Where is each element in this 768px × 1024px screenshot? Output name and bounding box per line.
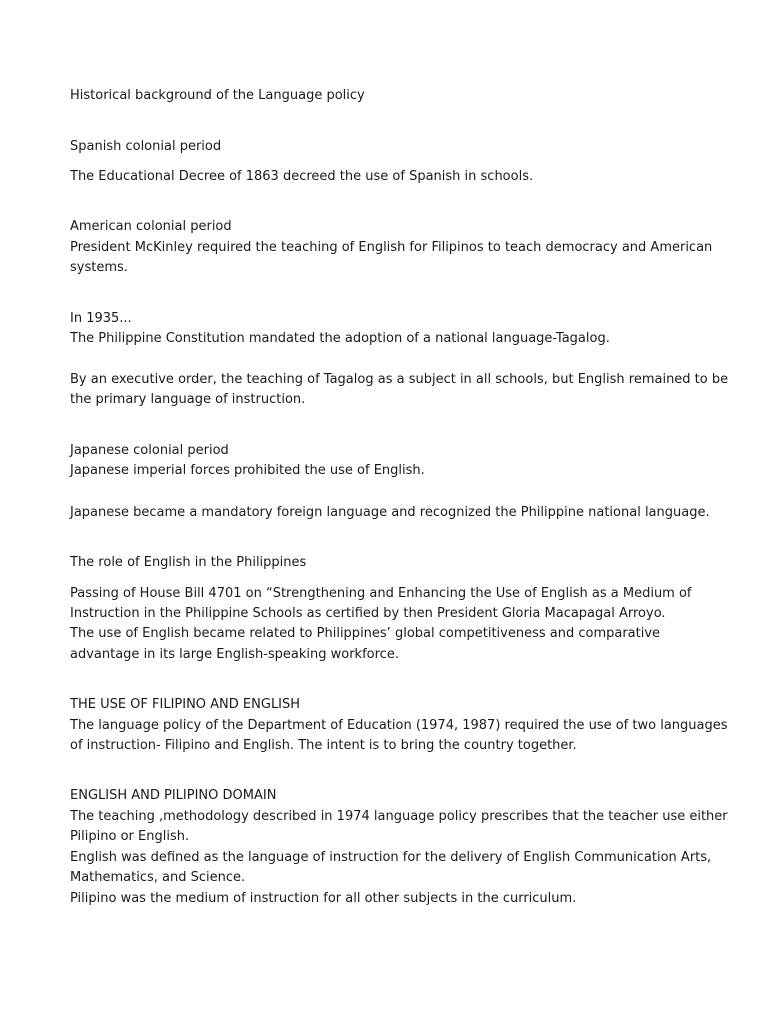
paragraph-line: of instruction- Filipino and English. The intent is to bring the country together.: [70, 738, 577, 753]
paragraph-line: The language policy of the Department of Education (1974, 1987) required the use of two languages: [70, 718, 728, 733]
paragraph-line: Japanese became a mandatory foreign language and recognized the Philippine national language.: [70, 505, 710, 520]
section-heading-spanish: Spanish colonial period: [70, 139, 222, 154]
paragraph-line: Japanese imperial forces prohibited the use of English.: [70, 463, 425, 478]
paragraph-line: The Educational Decree of 1863 decreed the use of Spanish in schools.: [70, 169, 534, 184]
section-heading-american: American colonial period: [70, 219, 232, 234]
paragraph-line: President McKinley required the teaching of English for Filipinos to teach democracy and American: [70, 240, 713, 255]
paragraph-line: Passing of House Bill 4701 on “Strengthening and Enhancing the Use of English as a Medium of: [70, 586, 692, 601]
paragraph-line: the primary language of instruction.: [70, 392, 306, 407]
paragraph-line: The use of English became related to Philippines’ global competitiveness and comparative: [70, 626, 661, 641]
section-heading-1935: In 1935...: [70, 311, 132, 326]
paragraph-line: The teaching ,methodology described in 1974 language policy prescribes that the teacher use either: [70, 809, 728, 824]
section-heading-english-pilipino-domain: ENGLISH AND PILIPINO DOMAIN: [70, 788, 277, 803]
paragraph-line: English was defined as the language of instruction for the delivery of English Communication Arts,: [70, 850, 712, 865]
document-title: Historical background of the Language policy: [70, 88, 365, 103]
paragraph-line: Mathematics, and Science.: [70, 870, 246, 885]
section-heading-role-of-english: The role of English in the Philippines: [70, 555, 307, 570]
paragraph-line: advantage in its large English-speaking workforce.: [70, 647, 399, 662]
paragraph-line: By an executive order, the teaching of Tagalog as a subject in all schools, but English remained to be: [70, 372, 729, 387]
section-heading-japanese: Japanese colonial period: [70, 443, 229, 458]
section-heading-filipino-english: THE USE OF FILIPINO AND ENGLISH: [70, 697, 301, 712]
paragraph-line: systems.: [70, 260, 128, 275]
paragraph-line: Instruction in the Philippine Schools as certified by then President Gloria Macapagal Arroyo.: [70, 606, 666, 621]
paragraph-line: The Philippine Constitution mandated the adoption of a national language-Tagalog.: [70, 331, 610, 346]
paragraph-line: Pilipino was the medium of instruction for all other subjects in the curriculum.: [70, 891, 577, 906]
paragraph-line: Pilipino or English.: [70, 829, 190, 844]
